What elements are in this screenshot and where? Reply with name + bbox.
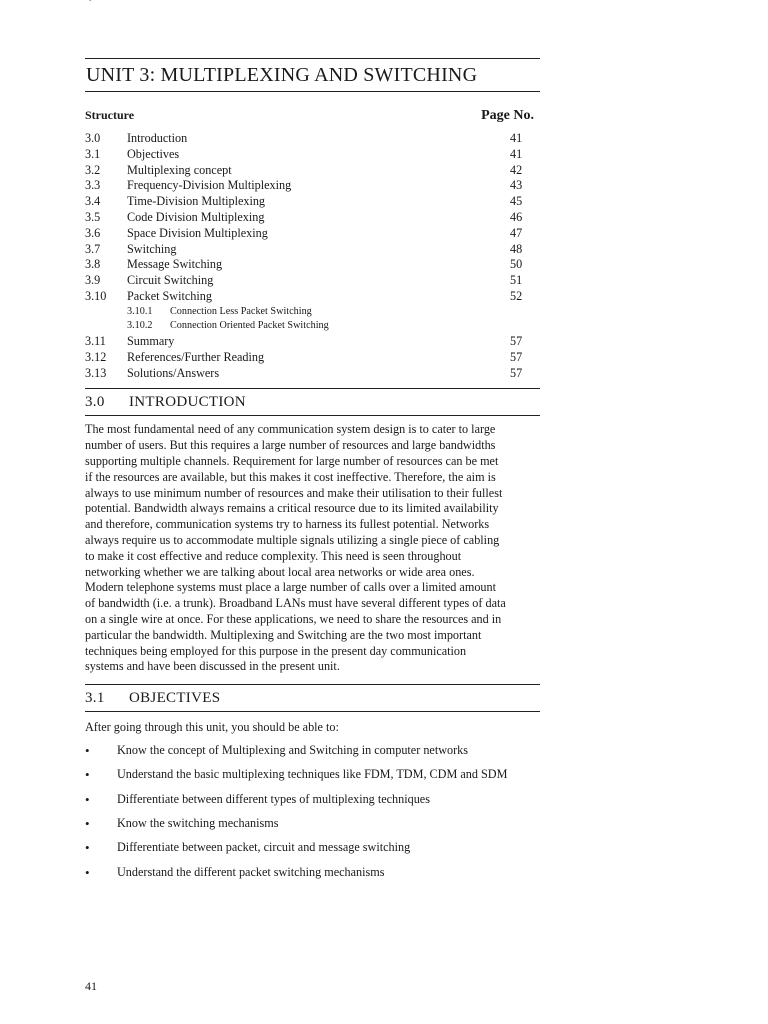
bullet-icon: • <box>85 767 90 783</box>
toc-entry-label: Message Switching <box>127 257 223 272</box>
toc-entry-label: Summary <box>127 333 175 348</box>
toc-entry-label: Time-Division Multiplexing <box>127 194 266 209</box>
page-number: 41 <box>85 979 97 993</box>
toc-entry-label: Introduction <box>127 131 188 145</box>
paragraph-line: if the resources are available, but this makes it cost ineffective. Therefore, the aim is <box>85 469 496 484</box>
toc-entry-number: 3.12 <box>85 349 107 364</box>
objective-item <box>85 865 540 889</box>
toc-entry-label: Code Division Multiplexing <box>127 209 265 224</box>
toc-entry <box>85 242 540 258</box>
paragraph-line: potential. Bandwidth always remains a critical resource due to its limited availability <box>85 501 499 516</box>
toc-entry <box>85 366 540 382</box>
structure-header <box>85 108 540 124</box>
title-rule-top <box>85 58 540 59</box>
toc-entry-page: 57 <box>510 349 523 364</box>
toc-entry-number: 3.0 <box>85 131 101 145</box>
toc-entry-label: Switching <box>127 241 177 256</box>
toc-entry-number: 3.10 <box>85 288 107 303</box>
section-heading-objectives <box>85 688 540 708</box>
toc-entry-number: 3.11 <box>85 333 106 348</box>
toc-entry-page: 41 <box>510 146 523 161</box>
toc-entry-label: Packet Switching <box>127 288 212 303</box>
paragraph-line: and therefore, communication systems try to harness its fullest potential. Networks <box>85 517 490 532</box>
bullet-icon: • <box>85 791 90 807</box>
toc-entry <box>85 178 540 194</box>
toc-entry-number: 3.13 <box>85 365 107 380</box>
paragraph-line: always require us to accommodate multiple signals utilizing a single piece of cabling <box>85 532 500 547</box>
paragraph-line: The most fundamental need of any communication system design is to cater to large <box>85 422 496 437</box>
toc-entry-number: 3.6 <box>85 225 101 240</box>
objectives-rule-top <box>85 684 540 685</box>
paragraph-line: networking whether we are talking about local area networks or wide area ones. <box>85 564 475 579</box>
section-title: OBJECTIVES <box>129 690 221 707</box>
toc-subentry <box>85 305 540 320</box>
toc-entry-page: 57 <box>510 365 523 380</box>
objective-text: Differentiate between different types of multiplexing techniques <box>117 791 430 806</box>
paragraph-line: techniques being employed for this purpose in the present day communication <box>85 643 467 658</box>
toc-entry-number: 3.5 <box>85 209 101 224</box>
toc-entry <box>85 131 540 147</box>
objective-text: Differentiate between packet, circuit and message switching <box>117 840 411 855</box>
objective-text: Know the switching mechanisms <box>117 816 279 831</box>
toc-entry <box>85 273 540 289</box>
paragraph-line: always to use minimum number of resources and make their utilisation to their fullest <box>85 485 503 500</box>
paragraph-line: systems and have been discussed in the present unit. <box>85 659 340 674</box>
paragraph-line: on a single wire at once. For these applications, we need to share the resources and in <box>85 611 502 626</box>
intro-rule-top <box>85 388 540 389</box>
title-rule-bottom <box>85 91 540 92</box>
objectives-rule-bottom <box>85 711 540 712</box>
paragraph-line: to make it cost effective and reduce complexity. This need is seen throughout <box>85 548 462 563</box>
toc-entry-page: 45 <box>510 194 523 209</box>
section-heading-introduction <box>85 392 540 412</box>
toc-entry-label: Objectives <box>127 146 180 161</box>
toc-entry <box>85 163 540 179</box>
toc-entry-number: 3.2 <box>85 162 101 177</box>
objective-item <box>85 840 540 864</box>
toc-entry-page: 51 <box>510 273 523 288</box>
toc-entry-number: 3.8 <box>85 257 101 272</box>
bullet-icon: • <box>85 816 90 832</box>
objective-item <box>85 816 540 840</box>
introduction-paragraph <box>85 422 540 675</box>
bullet-icon: • <box>85 742 90 758</box>
toc-entry-number: 3.1 <box>85 146 101 161</box>
toc-subentry-number: 3.10.2 <box>127 320 153 332</box>
toc-entry <box>85 147 540 163</box>
toc-entry <box>85 257 540 273</box>
toc-entry <box>85 334 540 350</box>
toc-entry-page: 46 <box>510 209 523 224</box>
table-of-contents <box>85 131 540 381</box>
toc-entry-label: Space Division Multiplexing <box>127 225 268 240</box>
toc-subentry-label: Connection Oriented Packet Switching <box>170 320 329 332</box>
page-no-label: Page No. <box>481 108 534 123</box>
paragraph-line: number of users. But this requires a large number of resources and large bandwidths <box>85 438 496 453</box>
toc-entry-label: Circuit Switching <box>127 273 214 288</box>
objectives-intro: After going through this unit, you should be able to: <box>85 720 339 735</box>
toc-entry-page: 43 <box>510 178 523 193</box>
objective-item <box>85 792 540 816</box>
toc-entry-page: 57 <box>510 333 523 348</box>
toc-entry <box>85 194 540 210</box>
toc-entry <box>85 210 540 226</box>
objectives-list <box>85 743 540 889</box>
toc-entry-number: 3.4 <box>85 194 101 209</box>
bullet-icon: • <box>85 840 90 856</box>
intro-rule-bottom <box>85 415 540 416</box>
section-number: 3.0 <box>85 394 105 411</box>
toc-subentry-label: Connection Less Packet Switching <box>170 305 312 317</box>
paragraph-line: Modern telephone systems must place a large number of calls over a limited amount <box>85 580 496 595</box>
toc-entry-number: 3.7 <box>85 241 101 256</box>
toc-subentry <box>85 319 540 334</box>
toc-entry-number: 3.9 <box>85 273 101 288</box>
toc-entry-number: 3.3 <box>85 178 101 193</box>
toc-entry-page: 42 <box>510 162 523 177</box>
toc-entry-page: 47 <box>510 225 523 240</box>
bullet-icon: • <box>85 864 90 880</box>
toc-entry-label: Solutions/Answers <box>127 365 220 380</box>
objective-text: Understand the basic multiplexing techniques like FDM, TDM, CDM and SDM <box>117 767 508 782</box>
section-number: 3.1 <box>85 690 105 707</box>
objective-item <box>85 767 540 791</box>
objective-item <box>85 743 540 767</box>
toc-entry-label: References/Further Reading <box>127 349 265 364</box>
paragraph-line: supporting multiple channels. Requirement for large number of resources can be met <box>85 453 499 468</box>
objective-text: Know the concept of Multiplexing and Switching in computer networks <box>117 742 469 757</box>
toc-entry <box>85 226 540 242</box>
section-title: INTRODUCTION <box>129 394 246 411</box>
objective-text: Understand the different packet switching mechanisms <box>117 864 385 879</box>
structure-label: Structure <box>85 108 135 122</box>
toc-subentry-number: 3.10.1 <box>127 305 153 317</box>
toc-entry-page: 48 <box>510 241 523 256</box>
toc-entry-page: 52 <box>510 288 523 303</box>
toc-entry-page: 41 <box>510 131 523 145</box>
toc-entry-page: 50 <box>510 257 523 272</box>
paragraph-line: of bandwidth (i.e. a trunk). Broadband LANs must have several different types of data <box>85 596 506 611</box>
toc-entry <box>85 289 540 305</box>
stray-mark: ` <box>88 0 92 10</box>
unit-title: UNIT 3: MULTIPLEXING AND SWITCHING <box>86 64 478 86</box>
toc-entry-label: Frequency-Division Multiplexing <box>127 178 292 193</box>
toc-entry-label: Multiplexing concept <box>127 162 232 177</box>
toc-entry <box>85 350 540 366</box>
paragraph-line: particular the bandwidth. Multiplexing and Switching are the two most important <box>85 627 482 642</box>
page-content <box>85 58 540 889</box>
